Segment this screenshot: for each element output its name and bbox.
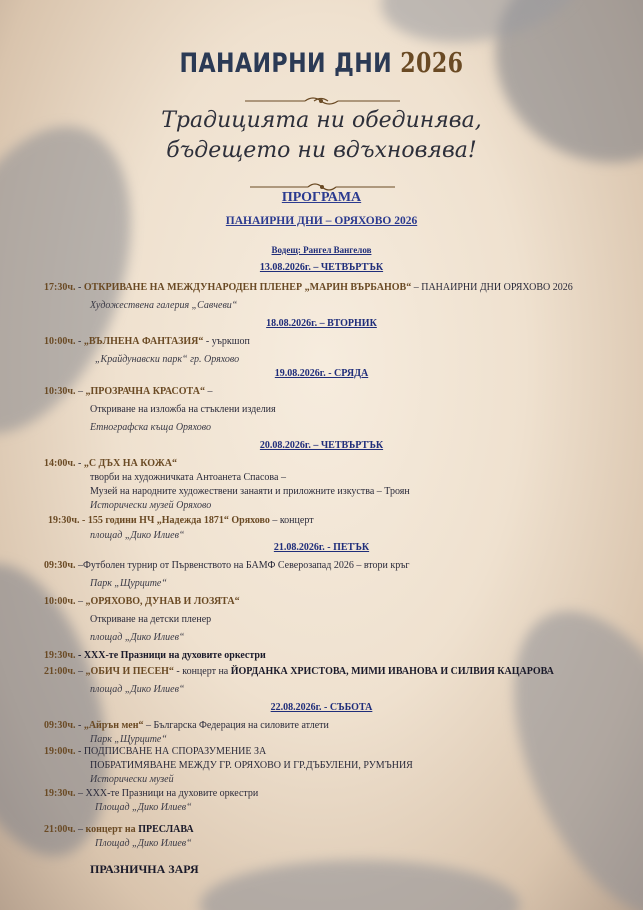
day-heading: 18.08.2026г. – ВТОРНИК [266, 318, 377, 329]
day-heading: 13.08.2026г. – ЧЕТВЪРТЪК [259, 262, 384, 273]
event-line [48, 515, 314, 526]
event-title: „ВЪЛНЕНА ФАНТАЗИЯ“ [83, 336, 204, 347]
event-sep: – [75, 666, 86, 677]
event-line [44, 282, 573, 293]
event-place: „Крайдунавски парк“ гр. Оряхово [95, 354, 240, 365]
event-artist: ПРЕСЛАВА [138, 824, 194, 835]
event-time: 19:30ч. [44, 650, 76, 661]
event-place: Парк „Щурците“ [90, 578, 167, 589]
event-title: „ОБИЧ И ПЕСЕН“ [85, 666, 174, 677]
program-subheading: ПАНАИРНИ ДНИ – ОРЯХОВО 2026 [225, 215, 418, 227]
event-time: 09:30ч. [44, 720, 76, 731]
event-desc: творби на художничката Антоанета Спасова – [90, 472, 286, 483]
event-time: 09:30ч. [44, 560, 76, 571]
event-title: „С ДЪХ НА КОЖА“ [83, 458, 177, 469]
event-text: – XXX-те Празници на духовите оркестри [75, 788, 259, 799]
event-title: - XXX-те Празници на духовите оркестри [75, 650, 266, 661]
tagline-line-1: Традицията ни обединява, [161, 108, 482, 133]
event-place: Художествена галерия „Савчеви“ [90, 300, 238, 311]
day-heading: 21.08.2026г. - ПЕТЪК [273, 542, 370, 553]
event-place: Исторически музей Оряхово [90, 500, 212, 511]
event-time: 10:00ч. [44, 596, 76, 607]
event-line [44, 824, 194, 835]
event-title: „ОРЯХОВО, ДУНАВ И ЛОЗЯТА“ [85, 596, 240, 607]
event-title: - 155 години НЧ „Надежда 1871“ Оряхово [79, 515, 270, 526]
event-text: – ПАНАИРНИ ДНИ ОРЯХОВО 2026 [411, 282, 573, 293]
event-line [44, 666, 554, 677]
event-place: Площад „Дико Илиев“ [95, 838, 192, 849]
event-text: – Българска Федерация на силовите атлети [143, 720, 329, 731]
event-line [44, 650, 266, 661]
title-text: ПАНАИРНИ ДНИ [179, 48, 393, 79]
program-heading: ПРОГРАМА [281, 190, 362, 205]
title-year: 2026 [400, 48, 464, 79]
tagline-line-2: бъдещето ни вдъхновява! [166, 138, 477, 163]
event-time: 10:30ч. [44, 386, 76, 397]
event-time: 21:00ч. [44, 824, 76, 835]
event-place: Площад „Дико Илиев“ [95, 802, 192, 813]
event-desc: Музей на народните художествени занаяти и приложните изкуства – Троян [90, 486, 410, 497]
event-text: – концерт [269, 515, 314, 526]
event-text: –Футболен турнир от Първенството на БАМФ Северозапад 2026 – втори кръг [75, 560, 410, 571]
event-sep: - [75, 458, 84, 469]
event-place: Етнографска къща Оряхово [90, 422, 211, 433]
host-line: Водещ: Рангел Вангелов [271, 245, 372, 255]
event-time: 17:30ч. [44, 282, 76, 293]
event-line [44, 458, 177, 469]
event-place: Парк „Щурците“ [90, 734, 167, 745]
event-place: площад „Дико Илиев“ [90, 632, 185, 643]
event-desc: Откриване на детски пленер [90, 614, 212, 625]
event-line [44, 560, 410, 571]
event-sep: – [75, 824, 86, 835]
event-place: Исторически музей [90, 774, 174, 785]
event-time: 10:00ч. [44, 336, 76, 347]
finale-fireworks: ПРАЗНИЧНА ЗАРЯ [90, 862, 199, 876]
texture-brush [471, 580, 643, 910]
event-line [44, 746, 266, 757]
event-text: - концерт на [173, 666, 231, 677]
event-desc: Откриване на изложба на стъклени изделия [90, 404, 276, 415]
event-sep: - [75, 720, 84, 731]
poster-title [58, 48, 585, 79]
event-title: концерт на [85, 824, 139, 835]
event-desc: ПОБРАТИМЯВАНЕ МЕЖДУ ГР. ОРЯХОВО И ГР.ДЪБУЛЕНИ, РУМЪНИЯ [90, 760, 413, 771]
event-time: 19:30ч. [48, 515, 80, 526]
event-line [44, 720, 329, 731]
event-title: „Айрън мен“ [83, 720, 144, 731]
event-sep: - [75, 336, 84, 347]
day-heading: 20.08.2026г. – ЧЕТВЪРТЪК [259, 440, 384, 451]
event-text: - ПОДПИСВАНЕ НА СПОРАЗУМЕНИЕ ЗА [75, 746, 267, 757]
event-line [44, 788, 258, 799]
event-time: 19:00ч. [44, 746, 76, 757]
event-place: площад „Дико Илиев“ [90, 530, 185, 541]
event-sep: – [75, 386, 86, 397]
event-title: ОТКРИВАНЕ НА МЕЖДУНАРОДЕН ПЛЕНЕР „МАРИН ВЪРБАНОВ“ [83, 282, 412, 293]
texture-brush [200, 860, 520, 910]
event-artists: ЙОРДАНКА ХРИСТОВА, МИМИ ИВАНОВА И СИЛВИЯ КАЦАРОВА [230, 666, 554, 677]
event-text: - уъркшоп [203, 336, 250, 347]
tagline [0, 106, 643, 166]
day-heading: 19.08.2026г. - СРЯДА [274, 368, 369, 379]
event-time: 14:00ч. [44, 458, 76, 469]
event-time: 19:30ч. [44, 788, 76, 799]
event-sep: – [75, 596, 86, 607]
event-time: 21:00ч. [44, 666, 76, 677]
event-text: – [204, 386, 213, 397]
day-heading: 22.08.2026г. - СЪБОТА [270, 702, 373, 713]
event-line [44, 596, 240, 607]
event-line [44, 336, 250, 347]
event-title: „ПРОЗРАЧНА КРАСОТА“ [85, 386, 205, 397]
event-sep: - [75, 282, 84, 293]
event-line [44, 386, 212, 397]
event-place: площад „Дико Илиев“ [90, 684, 185, 695]
